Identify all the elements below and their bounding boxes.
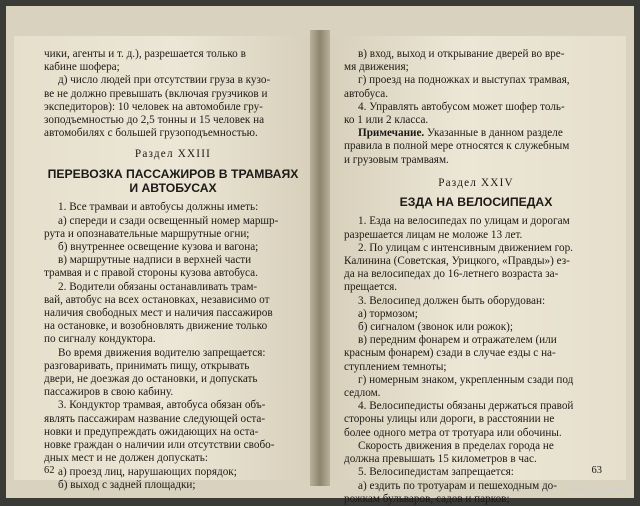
text-line: зоподъемностью до 2,5 тонны и 15 человек на bbox=[44, 114, 265, 127]
text-line: Калинина (Советская, Урицкого, «Правды») ез- bbox=[344, 255, 570, 268]
left-body-text bbox=[44, 201, 302, 491]
text-line: прещается. bbox=[344, 281, 398, 294]
text-line: на остановке, и возобновлять движение только bbox=[44, 320, 268, 333]
text-line: Во время движения водителю запрещается: bbox=[58, 346, 266, 359]
text-line: а) ездить по тротуарам и пешеходным до- bbox=[358, 479, 557, 492]
page-number-left: 62 bbox=[44, 465, 55, 476]
text-line: ве не должно превышать (включая грузчиков и bbox=[44, 87, 268, 100]
left-top-text bbox=[44, 48, 302, 140]
text-line: двери, не доезжая до остановки, и допускать bbox=[44, 373, 258, 386]
text-line: б) сигналом (звонок или рожок); bbox=[358, 321, 513, 334]
text-line: по сигналу кондуктора. bbox=[44, 333, 156, 346]
text-line: должна превышать 15 километров в час. bbox=[344, 453, 537, 466]
text-line: седлом. bbox=[344, 387, 381, 400]
text-line: в) вход, выход и открывание дверей во вре- bbox=[358, 48, 565, 60]
page-number-right: 63 bbox=[591, 465, 602, 476]
text-line: более одного метра от тротуара или обочины. bbox=[344, 426, 562, 439]
text-line: новки и предупреждать ожидающих на оста- bbox=[44, 425, 259, 438]
text-line: наличия свободных мест и наличия пассажиров bbox=[44, 307, 273, 320]
left-page bbox=[14, 36, 310, 491]
text-line: стороны улицы или дороги, в расстоянии не bbox=[344, 413, 555, 426]
open-book bbox=[6, 6, 634, 505]
text-line: в) маршрутные надписи в верхней части bbox=[58, 254, 252, 267]
text-line: да на велосипедах до 16-летнего возраста за- bbox=[344, 268, 559, 281]
text-line: 4. Управлять автобусом может шофер толь- bbox=[358, 100, 565, 113]
text-line: 3. Велосипед должен быть оборудован: bbox=[358, 294, 546, 307]
heading-passenger-transport-line2: И АВТОБУСАХ bbox=[129, 181, 217, 196]
text-line: 1. Езда на велосипедах по улицам и дорогам bbox=[358, 215, 570, 228]
text-line: ко 1 или 2 класса. bbox=[344, 114, 429, 127]
text-line: чики, агенты и т. д.), разрешается только в bbox=[44, 48, 246, 60]
note-line: и грузовым трамваям. bbox=[344, 153, 449, 166]
text-line: 2. Водители обязаны останавливать трам- bbox=[58, 280, 258, 293]
text-line: рута и опознавательные маршрутные огни; bbox=[44, 227, 250, 240]
text-line: кабине шофера; bbox=[44, 61, 120, 74]
text-line: трамвая и с правой стороны кузова автобуса. bbox=[44, 267, 258, 280]
text-line: ступлением темноты; bbox=[344, 360, 447, 373]
text-line: 2. По улицам с интенсивным движением гор. bbox=[358, 241, 573, 254]
text-line: разрешается лицам не моложе 13 лет. bbox=[344, 228, 523, 241]
note-line: правила в полной мере относятся к служебным bbox=[344, 140, 570, 153]
text-line: в) передним фонарем и отражателем (или bbox=[358, 334, 557, 347]
watermark: YAPLAKAL.COM bbox=[566, 486, 628, 495]
text-line: вай, автобус на всех остановках, независимо от bbox=[44, 293, 270, 306]
text-line: рожкам бульваров, садов и парков; bbox=[344, 492, 510, 505]
text-line: мя движения; bbox=[344, 61, 409, 74]
right-top-text bbox=[344, 48, 608, 127]
text-line: а) проезд лиц, нарушающих порядок; bbox=[58, 465, 237, 478]
text-line: 4. Велосипедисты обязаны держаться правой bbox=[358, 400, 574, 413]
text-line: автомобилях с большей грузоподъемностью. bbox=[44, 127, 258, 140]
text-line: автобуса. bbox=[344, 87, 389, 100]
text-line: разговаривать, принимать пищу, открывать bbox=[44, 359, 250, 372]
text-line: Скорость движения в пределах города не bbox=[358, 439, 554, 452]
heading-bicycles: ЕЗДА НА ВЕЛОСИПЕДАХ bbox=[399, 195, 553, 210]
text-line: г) проезд на подножках и выступах трамвая, bbox=[358, 74, 570, 87]
right-body-text bbox=[344, 215, 608, 505]
text-line: г) номерным знаком, укрепленным сзади под bbox=[358, 373, 574, 386]
text-line: б) внутреннее освещение кузова и вагона; bbox=[58, 241, 259, 254]
text-line: 1. Все трамваи и автобусы должны иметь: bbox=[58, 201, 259, 214]
text-line: новке граждан о наличии или отсутствии свобо- bbox=[44, 439, 275, 452]
note-label: Примечание. bbox=[358, 127, 425, 140]
text-line: красным фонарем) сзади в случае езды с на- bbox=[344, 347, 556, 360]
book-gutter bbox=[310, 30, 330, 486]
note-text: Указанные в данном разделе bbox=[424, 127, 563, 140]
text-line: являть пассажирам название следующей оста- bbox=[44, 412, 266, 425]
section-title-xxiv: Раздел XXIV bbox=[438, 176, 514, 189]
heading-passenger-transport: ПЕРЕВОЗКА ПАССАЖИРОВ В ТРАМВАЯХ bbox=[47, 166, 299, 181]
text-line: б) выход с задней площадки; bbox=[58, 478, 196, 491]
text-line: а) тормозом; bbox=[358, 307, 418, 320]
text-line: экспедиторов): 10 человек на автомобиле гру- bbox=[44, 100, 263, 113]
note-line bbox=[344, 127, 608, 140]
text-line: д) число людей при отсутствии груза в кузо- bbox=[58, 74, 271, 87]
section-title-xxiii: Раздел XXIII bbox=[134, 148, 212, 161]
text-line: 3. Кондуктор трамвая, автобуса обязан объ- bbox=[58, 399, 266, 412]
text-line: а) спереди и сзади освещенный номер маршр- bbox=[58, 214, 279, 227]
text-line: пассажиров в свою кабину. bbox=[44, 386, 174, 399]
text-line: дных мест и не должен допускать: bbox=[44, 452, 209, 465]
text-line: 5. Велосипедистам запрещается: bbox=[358, 466, 514, 479]
